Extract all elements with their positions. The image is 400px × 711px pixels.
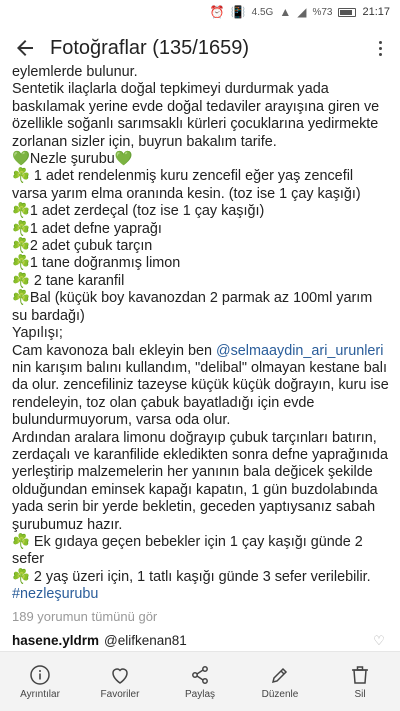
caption-line: 💚Nezle şurubu💚: [12, 151, 133, 168]
share-icon: [188, 663, 212, 687]
caption-line: ☘️ 2 yaş üzeri için, 1 tatlı kaşığı günde 3 sefer verilebilir.: [12, 568, 371, 585]
details-button[interactable]: [0, 663, 80, 700]
status-bar: [0, 0, 400, 24]
signal-icon: ▲: [279, 5, 292, 19]
caption-line: [12, 343, 389, 430]
caption-line: ☘️ 2 tane karanfil: [12, 272, 125, 289]
details-label: Ayrıntılar: [20, 689, 60, 700]
caption-line: ☘️2 adet çubuk tarçın: [12, 238, 153, 255]
caption-line: eylemlerde bulunur.: [12, 64, 138, 80]
post-caption: [0, 64, 400, 604]
caption-line: ☘️1 adet defne yaprağı: [12, 220, 162, 237]
favorites-button[interactable]: [80, 663, 160, 700]
trash-icon: [348, 663, 372, 687]
bottom-action-bar: [0, 651, 400, 711]
hashtag-link[interactable]: #nezleşurubu: [12, 586, 99, 603]
caption-line: ☘️1 tane doğranmış limon: [12, 255, 181, 272]
favorites-label: Favoriler: [100, 689, 140, 700]
share-button[interactable]: [160, 663, 240, 700]
kebab-dot: [379, 47, 382, 50]
kebab-dot: [379, 53, 382, 56]
caption-line: ☘️ Ek gıdaya geçen bebekler için 1 çay kaşığı günde 2 sefer: [12, 533, 363, 568]
edit-icon: [268, 663, 292, 687]
edit-button[interactable]: [240, 663, 320, 700]
clock: 21:17: [362, 6, 390, 18]
caption-line: Sentetik ilaçlarla doğal tepkimeyi durdurmak yada baskılamak yerine evde doğal tedaviler arayışına giren ve özellikle soğanlı sarımsaklı kürleri çocuklarına yedirmekte zorlanan sizler için, buyrun bakalım tarife.: [12, 81, 380, 150]
mention-link[interactable]: @selmaaydin_ari_urunleri: [216, 342, 384, 359]
caption-line: Ardından aralara limonu doğrayıp çubuk tarçınları batırın, zerdaçalı ve karanfilide ekledikten sonra defne yaprağınıda yerleştirip malzemelerin her yanının bala değicek şekilde olduğundan eminsek kapağı kapatın, 1 gün buzdolabında yada serin bir yerde bekletin, geceden yaptıysanız sabah şurubumuz hazır.: [12, 429, 388, 533]
info-icon: [28, 663, 52, 687]
heart-icon: [108, 663, 132, 687]
caption-line: ☘️ 1 adet rendelenmiş kuru zencefil eğer yaş zencefil varsa yarım elma oranında kesin. (toz ise 1 çay kaşığı): [12, 168, 361, 202]
battery-percent: %73: [312, 6, 333, 18]
share-label: Paylaş: [184, 689, 215, 700]
alarm-icon: ⏰: [209, 5, 225, 19]
like-comment-heart-icon[interactable]: ♡: [373, 632, 385, 648]
view-all-comments-link[interactable]: 189 yorumun tümünü gör: [12, 608, 158, 624]
page-title: Fotoğraflar (135/1659): [50, 36, 250, 59]
caption-line: Yapılışı;: [12, 325, 63, 342]
caption-line: ☘️1 adet zerdeçal (toz ise 1 çay kaşığı): [12, 203, 265, 220]
caption-line: ☘️Bal (küçük boy kavanozdan 2 parmak az 100ml yarım su bardağı): [12, 290, 373, 324]
caption-text: nin karışım balını kullandım, "delibal" olmayan kestane balı da olur. zencefiliniz tazeyse küçük küçük doğrayın, kuru ise rendeleyin, toz olan çabuk bayatladığı için evde bulundurmuyorum, varsa oda olur.: [12, 359, 389, 429]
arrow-left-icon: [13, 36, 37, 60]
comment-username[interactable]: hasene.yldrm: [12, 633, 100, 649]
kebab-dot: [379, 41, 382, 44]
caption-text: Cam kavonoza balı ekleyin ben: [12, 342, 216, 359]
post-content[interactable]: [0, 64, 400, 649]
delete-button[interactable]: [320, 663, 400, 700]
delete-label: Sil: [354, 689, 366, 700]
battery-icon: [338, 8, 356, 17]
network-type: 4.5G: [251, 6, 274, 18]
vibrate-icon: 📳: [230, 5, 246, 19]
comment-row: [0, 630, 400, 652]
wifi-signal-icon: ◢: [297, 5, 307, 19]
edit-label: Düzenle: [261, 689, 299, 700]
comment-text[interactable]: @elifkenan81: [104, 633, 187, 649]
